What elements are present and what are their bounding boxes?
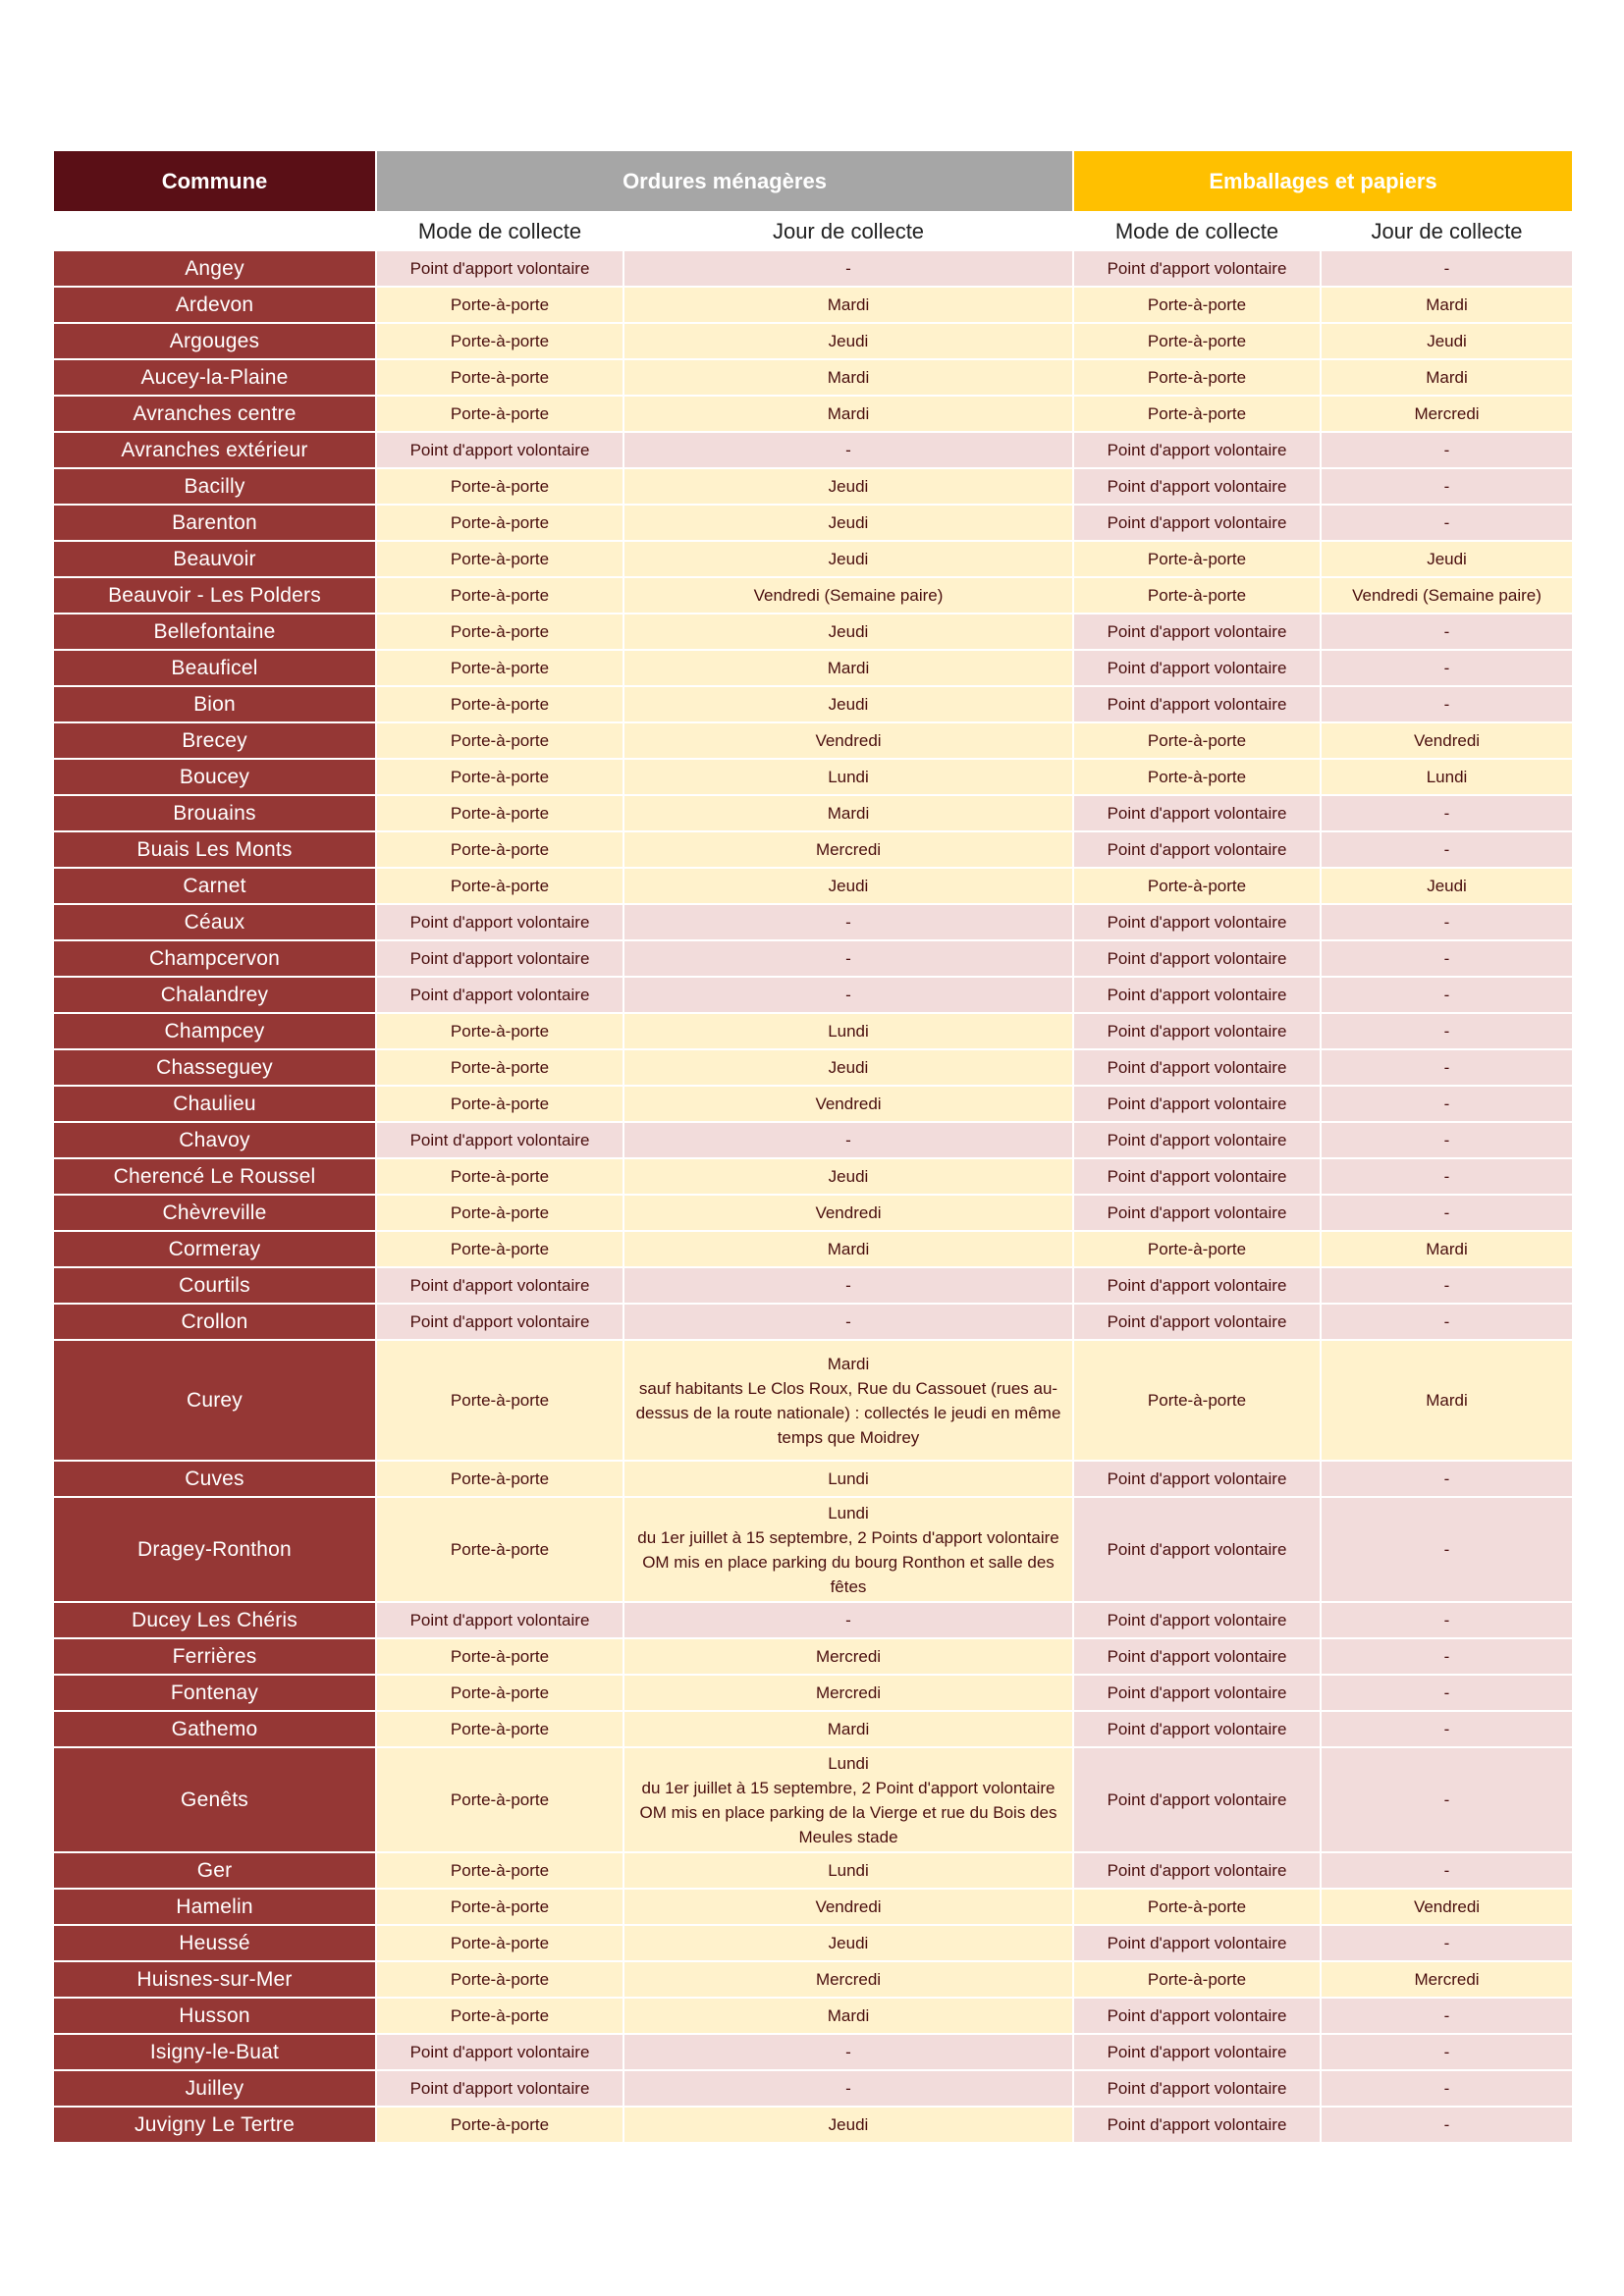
emb-jour-cell: - — [1322, 1676, 1572, 1710]
emb-mode-cell: Point d'apport volontaire — [1074, 2108, 1320, 2142]
table-row — [54, 905, 1572, 939]
table-row — [54, 1603, 1572, 1637]
commune-cell: Champcervon — [54, 941, 375, 976]
emb-mode-cell: Porte-à-porte — [1074, 1341, 1320, 1460]
om-jour-cell: Mercredi — [624, 1676, 1072, 1710]
commune-cell: Beauvoir - Les Polders — [54, 578, 375, 613]
table-row — [54, 288, 1572, 322]
emb-mode-cell: Point d'apport volontaire — [1074, 1268, 1320, 1303]
table-row — [54, 1305, 1572, 1339]
commune-cell: Fontenay — [54, 1676, 375, 1710]
emb-jour-cell: Mardi — [1322, 1232, 1572, 1266]
om-jour-cell: Vendredi — [624, 1890, 1072, 1924]
emb-jour-cell: - — [1322, 2108, 1572, 2142]
table-row — [54, 397, 1572, 431]
emb-mode-cell: Porte-à-porte — [1074, 324, 1320, 358]
om-mode-cell: Porte-à-porte — [377, 1232, 623, 1266]
om-jour-note: du 1er juillet à 15 septembre, 2 Point d'apport volontaire OM mis en place parking de la Vierge et rue du Bois des Meules stade — [639, 1778, 1057, 1846]
om-mode-cell: Porte-à-porte — [377, 469, 623, 504]
table-row — [54, 542, 1572, 576]
emb-mode-cell: Point d'apport volontaire — [1074, 1999, 1320, 2033]
table-row — [54, 1268, 1572, 1303]
emb-jour-cell: - — [1322, 651, 1572, 685]
commune-cell: Ferrières — [54, 1639, 375, 1674]
om-jour-cell: - — [624, 905, 1072, 939]
table-row — [54, 1341, 1572, 1460]
om-mode-cell: Porte-à-porte — [377, 1962, 623, 1997]
emb-jour-cell: - — [1322, 1712, 1572, 1746]
commune-cell: Chèvreville — [54, 1196, 375, 1230]
table-row — [54, 978, 1572, 1012]
commune-cell: Céaux — [54, 905, 375, 939]
table-row — [54, 1123, 1572, 1157]
emb-mode-cell: Point d'apport volontaire — [1074, 832, 1320, 867]
om-jour-cell: Vendredi (Semaine paire) — [624, 578, 1072, 613]
emb-mode-cell: Porte-à-porte — [1074, 578, 1320, 613]
commune-cell: Chaulieu — [54, 1087, 375, 1121]
commune-cell: Juilley — [54, 2071, 375, 2106]
emb-mode-cell: Point d'apport volontaire — [1074, 469, 1320, 504]
om-jour-cell: Jeudi — [624, 1050, 1072, 1085]
emb-jour-cell: - — [1322, 2035, 1572, 2069]
commune-cell: Curey — [54, 1341, 375, 1460]
om-jour-cell: Jeudi — [624, 1159, 1072, 1194]
emb-jour-cell: - — [1322, 469, 1572, 504]
om-mode-cell: Porte-à-porte — [377, 578, 623, 613]
table-row — [54, 469, 1572, 504]
commune-cell: Isigny-le-Buat — [54, 2035, 375, 2069]
table-row — [54, 687, 1572, 721]
om-mode-cell: Porte-à-porte — [377, 288, 623, 322]
emb-mode-cell: Point d'apport volontaire — [1074, 905, 1320, 939]
emb-mode-cell: Point d'apport volontaire — [1074, 506, 1320, 540]
emb-jour-cell: - — [1322, 1498, 1572, 1601]
om-jour-cell: - — [624, 1603, 1072, 1637]
emb-mode-cell: Porte-à-porte — [1074, 760, 1320, 794]
emb-mode-cell: Point d'apport volontaire — [1074, 251, 1320, 286]
commune-cell: Beauvoir — [54, 542, 375, 576]
emb-mode-cell: Porte-à-porte — [1074, 869, 1320, 903]
table-row — [54, 506, 1572, 540]
emb-mode-cell: Point d'apport volontaire — [1074, 433, 1320, 467]
emb-mode-cell: Porte-à-porte — [1074, 723, 1320, 758]
subheader-empty — [54, 213, 375, 249]
commune-cell: Ardevon — [54, 288, 375, 322]
emb-mode-cell: Point d'apport volontaire — [1074, 1462, 1320, 1496]
emb-mode-cell: Point d'apport volontaire — [1074, 1014, 1320, 1048]
om-jour-note: sauf habitants Le Clos Roux, Rue du Cassouet (rues au-dessus de la route nationale) : collectés le jeudi en même temps que Moidrey — [635, 1378, 1061, 1447]
table-row — [54, 1748, 1572, 1851]
commune-cell: Genêts — [54, 1748, 375, 1851]
om-mode-cell: Porte-à-porte — [377, 360, 623, 395]
emb-jour-cell: Mercredi — [1322, 1962, 1572, 1997]
table-row — [54, 1014, 1572, 1048]
om-jour-note: du 1er juillet à 15 septembre, 2 Points d'apport volontaire OM mis en place parking du bourg Ronthon et salle des fêtes — [637, 1527, 1059, 1596]
om-mode-cell: Point d'apport volontaire — [377, 905, 623, 939]
commune-cell: Gathemo — [54, 1712, 375, 1746]
header-ordures-menageres: Ordures ménagères — [377, 151, 1072, 211]
om-jour-cell: Mardi — [624, 360, 1072, 395]
om-mode-cell: Point d'apport volontaire — [377, 251, 623, 286]
emb-jour-cell: Vendredi — [1322, 1890, 1572, 1924]
emb-jour-cell: Mardi — [1322, 360, 1572, 395]
emb-jour-cell: Jeudi — [1322, 324, 1572, 358]
om-mode-cell: Porte-à-porte — [377, 1087, 623, 1121]
commune-cell: Dragey-Ronthon — [54, 1498, 375, 1601]
emb-mode-cell: Point d'apport volontaire — [1074, 1603, 1320, 1637]
om-mode-cell: Porte-à-porte — [377, 1676, 623, 1710]
table-row — [54, 760, 1572, 794]
om-mode-cell: Porte-à-porte — [377, 1050, 623, 1085]
om-jour-cell: Lundi — [624, 760, 1072, 794]
table-row — [54, 614, 1572, 649]
om-jour-cell: - — [624, 433, 1072, 467]
emb-jour-cell: Lundi — [1322, 760, 1572, 794]
emb-jour-cell: - — [1322, 1159, 1572, 1194]
emb-jour-cell: Vendredi (Semaine paire) — [1322, 578, 1572, 613]
om-mode-cell: Porte-à-porte — [377, 723, 623, 758]
om-jour-cell: Jeudi — [624, 687, 1072, 721]
table-row — [54, 1159, 1572, 1194]
table-row — [54, 324, 1572, 358]
emb-jour-cell: - — [1322, 2071, 1572, 2106]
table-body — [54, 251, 1572, 2142]
om-jour-cell: - — [624, 941, 1072, 976]
emb-mode-cell: Point d'apport volontaire — [1074, 651, 1320, 685]
collection-table — [52, 149, 1574, 2144]
om-jour-cell: Mercredi — [624, 832, 1072, 867]
om-jour-cell: Mardi — [624, 397, 1072, 431]
commune-cell: Buais Les Monts — [54, 832, 375, 867]
om-mode-cell: Porte-à-porte — [377, 687, 623, 721]
commune-cell: Beauficel — [54, 651, 375, 685]
emb-mode-cell: Porte-à-porte — [1074, 397, 1320, 431]
commune-cell: Avranches centre — [54, 397, 375, 431]
commune-cell: Brouains — [54, 796, 375, 830]
om-jour-cell: Jeudi — [624, 614, 1072, 649]
table-row — [54, 360, 1572, 395]
table-row — [54, 1087, 1572, 1121]
commune-cell: Angey — [54, 251, 375, 286]
om-jour-cell: Jeudi — [624, 324, 1072, 358]
emb-jour-cell: - — [1322, 1123, 1572, 1157]
om-jour-cell: - — [624, 1268, 1072, 1303]
emb-jour-cell: Jeudi — [1322, 542, 1572, 576]
om-mode-cell: Point d'apport volontaire — [377, 978, 623, 1012]
table-row — [54, 651, 1572, 685]
om-mode-cell: Point d'apport volontaire — [377, 433, 623, 467]
header-commune: Commune — [54, 151, 375, 211]
emb-mode-cell: Point d'apport volontaire — [1074, 1853, 1320, 1888]
om-mode-cell: Porte-à-porte — [377, 1926, 623, 1960]
table-row — [54, 723, 1572, 758]
emb-mode-cell: Point d'apport volontaire — [1074, 1676, 1320, 1710]
om-mode-cell: Porte-à-porte — [377, 760, 623, 794]
commune-cell: Aucey-la-Plaine — [54, 360, 375, 395]
om-jour-cell: - — [624, 2071, 1072, 2106]
emb-mode-cell: Point d'apport volontaire — [1074, 1712, 1320, 1746]
table-row — [54, 1196, 1572, 1230]
emb-mode-cell: Porte-à-porte — [1074, 1890, 1320, 1924]
emb-jour-cell: - — [1322, 1462, 1572, 1496]
emb-jour-cell: - — [1322, 1268, 1572, 1303]
emb-jour-cell: - — [1322, 1014, 1572, 1048]
table-row — [54, 832, 1572, 867]
om-mode-cell: Point d'apport volontaire — [377, 1305, 623, 1339]
commune-cell: Bion — [54, 687, 375, 721]
om-jour-cell: Mardi — [624, 288, 1072, 322]
commune-cell: Cuves — [54, 1462, 375, 1496]
emb-jour-cell: - — [1322, 1603, 1572, 1637]
table-row — [54, 578, 1572, 613]
subheader-emb-jour: Jour de collecte — [1322, 213, 1572, 249]
om-jour-cell: Vendredi — [624, 1196, 1072, 1230]
om-mode-cell: Porte-à-porte — [377, 1341, 623, 1460]
om-mode-cell: Porte-à-porte — [377, 1890, 623, 1924]
emb-jour-cell: Mercredi — [1322, 397, 1572, 431]
emb-mode-cell: Point d'apport volontaire — [1074, 687, 1320, 721]
om-mode-cell: Porte-à-porte — [377, 832, 623, 867]
emb-jour-cell: - — [1322, 832, 1572, 867]
table-row — [54, 1462, 1572, 1496]
om-mode-cell: Porte-à-porte — [377, 869, 623, 903]
commune-cell: Boucey — [54, 760, 375, 794]
om-jour-day: Mardi — [827, 1354, 870, 1373]
commune-cell: Brecey — [54, 723, 375, 758]
emb-mode-cell: Point d'apport volontaire — [1074, 1926, 1320, 1960]
table-row — [54, 2035, 1572, 2069]
om-mode-cell: Porte-à-porte — [377, 397, 623, 431]
emb-jour-cell: - — [1322, 796, 1572, 830]
om-mode-cell: Point d'apport volontaire — [377, 1268, 623, 1303]
commune-cell: Courtils — [54, 1268, 375, 1303]
emb-mode-cell: Point d'apport volontaire — [1074, 1639, 1320, 1674]
om-jour-cell: Mardi — [624, 651, 1072, 685]
om-jour-cell: - — [624, 978, 1072, 1012]
commune-cell: Heussé — [54, 1926, 375, 1960]
table-row — [54, 1926, 1572, 1960]
om-mode-cell: Porte-à-porte — [377, 1712, 623, 1746]
emb-mode-cell: Point d'apport volontaire — [1074, 796, 1320, 830]
om-mode-cell: Porte-à-porte — [377, 324, 623, 358]
table-row — [54, 1232, 1572, 1266]
emb-jour-cell: Jeudi — [1322, 869, 1572, 903]
emb-jour-cell: - — [1322, 1853, 1572, 1888]
om-mode-cell: Point d'apport volontaire — [377, 1123, 623, 1157]
om-jour-cell — [624, 1341, 1072, 1460]
commune-cell: Avranches extérieur — [54, 433, 375, 467]
table-row — [54, 1962, 1572, 1997]
commune-cell: Chalandrey — [54, 978, 375, 1012]
commune-cell: Carnet — [54, 869, 375, 903]
emb-jour-cell: Vendredi — [1322, 723, 1572, 758]
table-row — [54, 941, 1572, 976]
emb-jour-cell: - — [1322, 687, 1572, 721]
emb-jour-cell: - — [1322, 905, 1572, 939]
om-jour-cell: Mardi — [624, 1999, 1072, 2033]
om-mode-cell: Point d'apport volontaire — [377, 2071, 623, 2106]
om-jour-cell: Jeudi — [624, 469, 1072, 504]
subheader-emb-mode: Mode de collecte — [1074, 213, 1320, 249]
emb-mode-cell: Point d'apport volontaire — [1074, 1498, 1320, 1601]
table-row — [54, 433, 1572, 467]
om-jour-cell — [624, 1748, 1072, 1851]
emb-mode-cell: Point d'apport volontaire — [1074, 2035, 1320, 2069]
commune-cell: Argouges — [54, 324, 375, 358]
emb-mode-cell: Porte-à-porte — [1074, 542, 1320, 576]
om-jour-cell: Jeudi — [624, 2108, 1072, 2142]
header-emballages-papiers: Emballages et papiers — [1074, 151, 1572, 211]
commune-cell: Crollon — [54, 1305, 375, 1339]
commune-cell: Champcey — [54, 1014, 375, 1048]
commune-cell: Ducey Les Chéris — [54, 1603, 375, 1637]
emb-jour-cell: - — [1322, 1305, 1572, 1339]
emb-mode-cell: Point d'apport volontaire — [1074, 1087, 1320, 1121]
commune-cell: Cormeray — [54, 1232, 375, 1266]
emb-jour-cell: - — [1322, 1999, 1572, 2033]
om-mode-cell: Porte-à-porte — [377, 1014, 623, 1048]
commune-cell: Juvigny Le Tertre — [54, 2108, 375, 2142]
table-row — [54, 1890, 1572, 1924]
emb-jour-cell: - — [1322, 941, 1572, 976]
emb-mode-cell: Point d'apport volontaire — [1074, 2071, 1320, 2106]
om-jour-cell: Mercredi — [624, 1962, 1072, 1997]
om-jour-cell: Jeudi — [624, 506, 1072, 540]
emb-jour-cell: - — [1322, 1639, 1572, 1674]
table-row — [54, 1712, 1572, 1746]
om-mode-cell: Porte-à-porte — [377, 506, 623, 540]
om-jour-cell: Lundi — [624, 1462, 1072, 1496]
collection-schedule-sheet — [52, 149, 1572, 2144]
om-jour-cell: - — [624, 1305, 1072, 1339]
commune-cell: Husson — [54, 1999, 375, 2033]
om-jour-cell: Jeudi — [624, 1926, 1072, 1960]
emb-mode-cell: Point d'apport volontaire — [1074, 614, 1320, 649]
subheader-om-mode: Mode de collecte — [377, 213, 623, 249]
commune-cell: Barenton — [54, 506, 375, 540]
om-mode-cell: Porte-à-porte — [377, 542, 623, 576]
om-mode-cell: Point d'apport volontaire — [377, 1603, 623, 1637]
emb-mode-cell: Point d'apport volontaire — [1074, 1123, 1320, 1157]
emb-jour-cell: - — [1322, 1926, 1572, 1960]
emb-mode-cell: Point d'apport volontaire — [1074, 941, 1320, 976]
emb-mode-cell: Porte-à-porte — [1074, 288, 1320, 322]
om-jour-cell: Vendredi — [624, 1087, 1072, 1121]
om-jour-cell: - — [624, 251, 1072, 286]
om-jour-cell: Jeudi — [624, 869, 1072, 903]
om-jour-cell — [624, 1498, 1072, 1601]
emb-jour-cell: Mardi — [1322, 1341, 1572, 1460]
commune-cell: Bellefontaine — [54, 614, 375, 649]
emb-mode-cell: Point d'apport volontaire — [1074, 1196, 1320, 1230]
om-jour-day: Lundi — [828, 1753, 869, 1773]
om-mode-cell: Porte-à-porte — [377, 651, 623, 685]
commune-cell: Chasseguey — [54, 1050, 375, 1085]
om-jour-cell: Lundi — [624, 1014, 1072, 1048]
emb-mode-cell: Point d'apport volontaire — [1074, 978, 1320, 1012]
commune-cell: Bacilly — [54, 469, 375, 504]
om-mode-cell: Porte-à-porte — [377, 614, 623, 649]
emb-mode-cell: Porte-à-porte — [1074, 360, 1320, 395]
om-mode-cell: Porte-à-porte — [377, 1748, 623, 1851]
om-mode-cell: Porte-à-porte — [377, 796, 623, 830]
om-mode-cell: Porte-à-porte — [377, 1498, 623, 1601]
om-jour-cell: Mercredi — [624, 1639, 1072, 1674]
om-mode-cell: Porte-à-porte — [377, 1639, 623, 1674]
emb-jour-cell: Mardi — [1322, 288, 1572, 322]
om-mode-cell: Porte-à-porte — [377, 2108, 623, 2142]
om-jour-cell: Vendredi — [624, 723, 1072, 758]
table-row — [54, 2108, 1572, 2142]
commune-cell: Huisnes-sur-Mer — [54, 1962, 375, 1997]
table-row — [54, 1639, 1572, 1674]
emb-mode-cell: Point d'apport volontaire — [1074, 1159, 1320, 1194]
emb-mode-cell: Point d'apport volontaire — [1074, 1748, 1320, 1851]
table-row — [54, 1498, 1572, 1601]
emb-mode-cell: Porte-à-porte — [1074, 1962, 1320, 1997]
commune-cell: Chavoy — [54, 1123, 375, 1157]
table-row — [54, 869, 1572, 903]
om-jour-cell: Jeudi — [624, 542, 1072, 576]
om-jour-cell: Mardi — [624, 1232, 1072, 1266]
table-row — [54, 251, 1572, 286]
om-mode-cell: Porte-à-porte — [377, 1159, 623, 1194]
emb-jour-cell: - — [1322, 251, 1572, 286]
emb-jour-cell: - — [1322, 978, 1572, 1012]
table-row — [54, 1853, 1572, 1888]
commune-cell: Ger — [54, 1853, 375, 1888]
commune-cell: Cherencé Le Roussel — [54, 1159, 375, 1194]
emb-mode-cell: Point d'apport volontaire — [1074, 1305, 1320, 1339]
table-row — [54, 1999, 1572, 2033]
om-jour-cell: - — [624, 2035, 1072, 2069]
emb-mode-cell: Point d'apport volontaire — [1074, 1050, 1320, 1085]
om-mode-cell: Point d'apport volontaire — [377, 2035, 623, 2069]
om-mode-cell: Porte-à-porte — [377, 1196, 623, 1230]
emb-jour-cell: - — [1322, 433, 1572, 467]
om-mode-cell: Porte-à-porte — [377, 1462, 623, 1496]
emb-jour-cell: - — [1322, 1748, 1572, 1851]
om-mode-cell: Porte-à-porte — [377, 1853, 623, 1888]
commune-cell: Hamelin — [54, 1890, 375, 1924]
emb-jour-cell: - — [1322, 1087, 1572, 1121]
om-mode-cell: Porte-à-porte — [377, 1999, 623, 2033]
om-jour-cell: Mardi — [624, 1712, 1072, 1746]
om-jour-day: Lundi — [828, 1503, 869, 1522]
om-mode-cell: Point d'apport volontaire — [377, 941, 623, 976]
emb-jour-cell: - — [1322, 614, 1572, 649]
table-row — [54, 1050, 1572, 1085]
table-row — [54, 796, 1572, 830]
om-jour-cell: Mardi — [624, 796, 1072, 830]
emb-mode-cell: Porte-à-porte — [1074, 1232, 1320, 1266]
table-row — [54, 2071, 1572, 2106]
table-row — [54, 1676, 1572, 1710]
emb-jour-cell: - — [1322, 1196, 1572, 1230]
om-jour-cell: - — [624, 1123, 1072, 1157]
emb-jour-cell: - — [1322, 1050, 1572, 1085]
om-jour-cell: Lundi — [624, 1853, 1072, 1888]
emb-jour-cell: - — [1322, 506, 1572, 540]
subheader-om-jour: Jour de collecte — [624, 213, 1072, 249]
